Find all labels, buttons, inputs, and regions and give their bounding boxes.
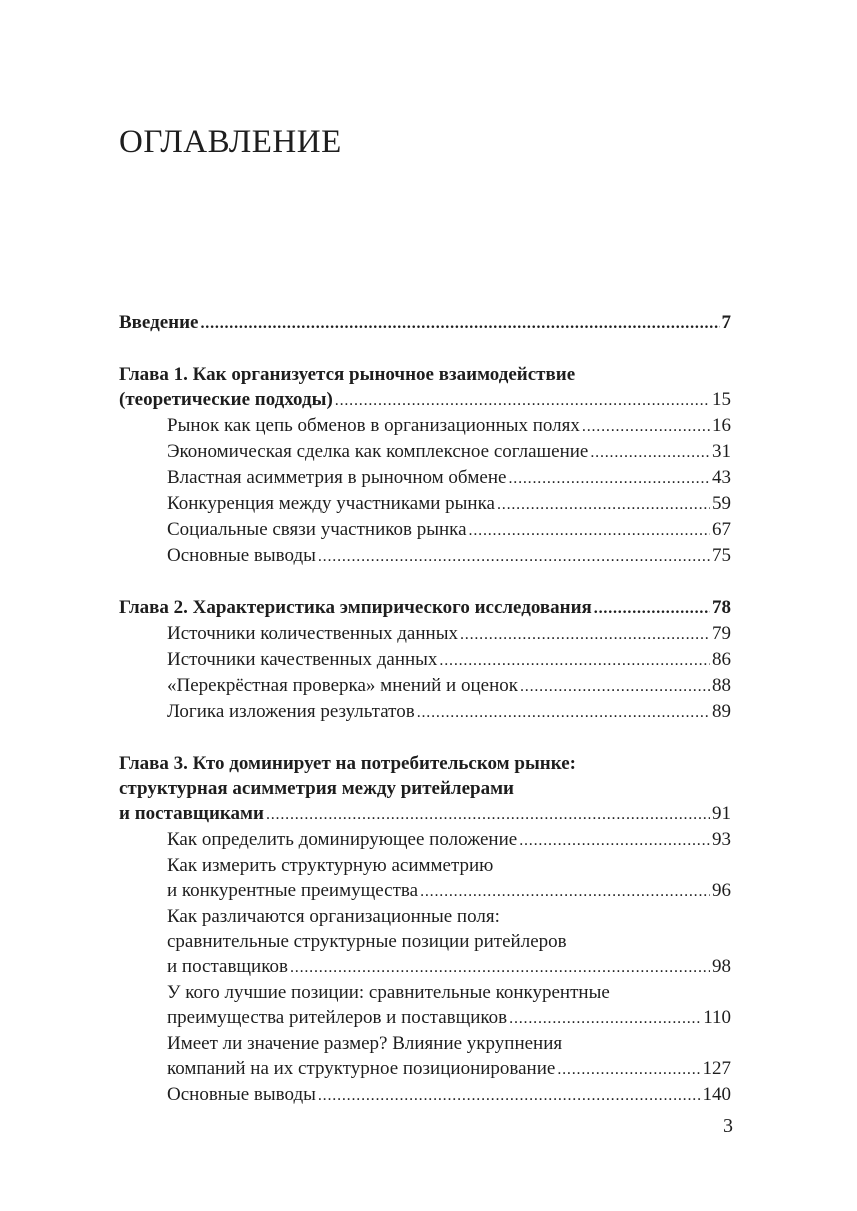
dot-leader bbox=[318, 1082, 701, 1108]
toc-section[interactable] bbox=[119, 904, 731, 980]
toc-section-title: «Перекрёстная проверка» мнений и оценок bbox=[167, 675, 518, 696]
dot-leader bbox=[520, 673, 710, 699]
toc-section[interactable] bbox=[119, 647, 731, 673]
toc-section-title: Конкуренция между участниками рынка bbox=[167, 493, 495, 514]
toc-section-page: 79 bbox=[712, 623, 731, 644]
toc-section-title-line: Имеет ли значение размер? Влияние укрупнения bbox=[167, 1033, 563, 1054]
toc-section-page: 89 bbox=[712, 701, 731, 722]
toc-section-page: 43 bbox=[712, 467, 731, 488]
toc-chapter-3[interactable] bbox=[119, 751, 731, 827]
dot-leader bbox=[439, 647, 710, 673]
dot-leader bbox=[266, 801, 710, 827]
dot-leader bbox=[508, 465, 710, 491]
chapter-title-line: структурная асимметрия между ритейлерами bbox=[119, 778, 514, 799]
toc-entry-page: 15 bbox=[712, 389, 731, 410]
toc-section-page: 127 bbox=[702, 1058, 731, 1079]
toc-entry-page: 7 bbox=[721, 312, 731, 333]
table-of-contents bbox=[119, 310, 731, 1108]
toc-entry-introduction[interactable] bbox=[119, 310, 731, 336]
toc-entry-title: Введение bbox=[119, 312, 199, 333]
toc-section[interactable] bbox=[119, 491, 731, 517]
dot-leader bbox=[469, 517, 710, 543]
toc-section-title: Основные выводы bbox=[167, 545, 316, 566]
toc-section-title: Властная асимметрия в рыночном обмене bbox=[167, 467, 507, 488]
toc-section-title-line: преимущества ритейлеров и поставщиков bbox=[167, 1007, 508, 1028]
dot-leader bbox=[594, 595, 710, 621]
chapter-title-line: и поставщиками bbox=[119, 803, 264, 824]
toc-section-page: 31 bbox=[712, 441, 731, 462]
chapter-title-line: Глава 1. Как организуется рыночное взаимодействие bbox=[119, 364, 576, 385]
toc-section-title: Социальные связи участников рынка bbox=[167, 519, 467, 540]
toc-entry-page: 91 bbox=[712, 803, 731, 824]
toc-section[interactable] bbox=[119, 980, 731, 1031]
dot-leader bbox=[497, 491, 710, 517]
dot-leader bbox=[335, 387, 710, 413]
dot-leader bbox=[417, 699, 710, 725]
toc-section-page: 110 bbox=[703, 1007, 731, 1028]
toc-section[interactable] bbox=[119, 621, 731, 647]
toc-section-page: 93 bbox=[712, 829, 731, 850]
toc-section-title-line: и поставщиков bbox=[167, 956, 288, 977]
chapter-title-line: (теоретические подходы) bbox=[119, 389, 333, 410]
dot-leader bbox=[318, 543, 710, 569]
toc-section-title: Как определить доминирующее положение bbox=[167, 829, 518, 850]
chapter-title-line: Глава 3. Кто доминирует на потребительском рынке: bbox=[119, 753, 576, 774]
dot-leader bbox=[290, 954, 710, 980]
toc-section-page: 86 bbox=[712, 649, 731, 670]
dot-leader bbox=[420, 878, 710, 904]
toc-section-page: 98 bbox=[712, 956, 731, 977]
toc-entry-page: 78 bbox=[712, 597, 731, 618]
toc-section-title: Основные выводы bbox=[167, 1084, 316, 1105]
toc-chapter-1[interactable] bbox=[119, 362, 731, 413]
toc-section-page: 140 bbox=[702, 1084, 731, 1105]
toc-section-page: 67 bbox=[712, 519, 731, 540]
toc-section-title-line: Как различаются организационные поля: bbox=[167, 906, 500, 927]
page-title: ОГЛАВЛЕНИЕ bbox=[119, 124, 342, 160]
toc-section-page: 59 bbox=[712, 493, 731, 514]
toc-section-title-line: компаний на их структурное позиционирование bbox=[167, 1058, 556, 1079]
dot-leader bbox=[201, 310, 720, 336]
toc-section[interactable] bbox=[119, 827, 731, 853]
toc-section[interactable] bbox=[119, 853, 731, 904]
toc-section[interactable] bbox=[119, 543, 731, 569]
dot-leader bbox=[519, 827, 710, 853]
toc-section[interactable] bbox=[119, 465, 731, 491]
toc-section-page: 88 bbox=[712, 675, 731, 696]
toc-section[interactable] bbox=[119, 699, 731, 725]
toc-section-title: Рынок как цепь обменов в организационных полях bbox=[167, 415, 580, 436]
toc-section[interactable] bbox=[119, 1082, 731, 1108]
toc-section[interactable] bbox=[119, 1031, 731, 1082]
toc-section-page: 96 bbox=[712, 880, 731, 901]
toc-section-title-line: У кого лучшие позиции: сравнительные конкурентные bbox=[167, 982, 610, 1003]
toc-chapter-2[interactable] bbox=[119, 595, 731, 621]
toc-section-page: 75 bbox=[712, 545, 731, 566]
toc-section[interactable] bbox=[119, 413, 731, 439]
dot-leader bbox=[509, 1005, 701, 1031]
toc-section-title-line: сравнительные структурные позиции ритейлеров bbox=[167, 931, 567, 952]
toc-section[interactable] bbox=[119, 439, 731, 465]
toc-section-title-line: Как измерить структурную асимметрию bbox=[167, 855, 494, 876]
toc-section[interactable] bbox=[119, 673, 731, 699]
toc-section-title: Источники количественных данных bbox=[167, 623, 458, 644]
toc-section[interactable] bbox=[119, 517, 731, 543]
dot-leader bbox=[590, 439, 710, 465]
chapter-title-line: Глава 2. Характеристика эмпирического исследования bbox=[119, 597, 592, 618]
dot-leader bbox=[460, 621, 710, 647]
toc-section-page: 16 bbox=[712, 415, 731, 436]
dot-leader bbox=[582, 413, 710, 439]
toc-section-title: Логика изложения результатов bbox=[167, 701, 415, 722]
dot-leader bbox=[557, 1056, 700, 1082]
toc-section-title-line: и конкурентные преимущества bbox=[167, 880, 419, 901]
toc-section-title: Источники качественных данных bbox=[167, 649, 438, 670]
toc-section-title: Экономическая сделка как комплексное соглашение bbox=[167, 441, 589, 462]
page-number: 3 bbox=[723, 1115, 733, 1137]
